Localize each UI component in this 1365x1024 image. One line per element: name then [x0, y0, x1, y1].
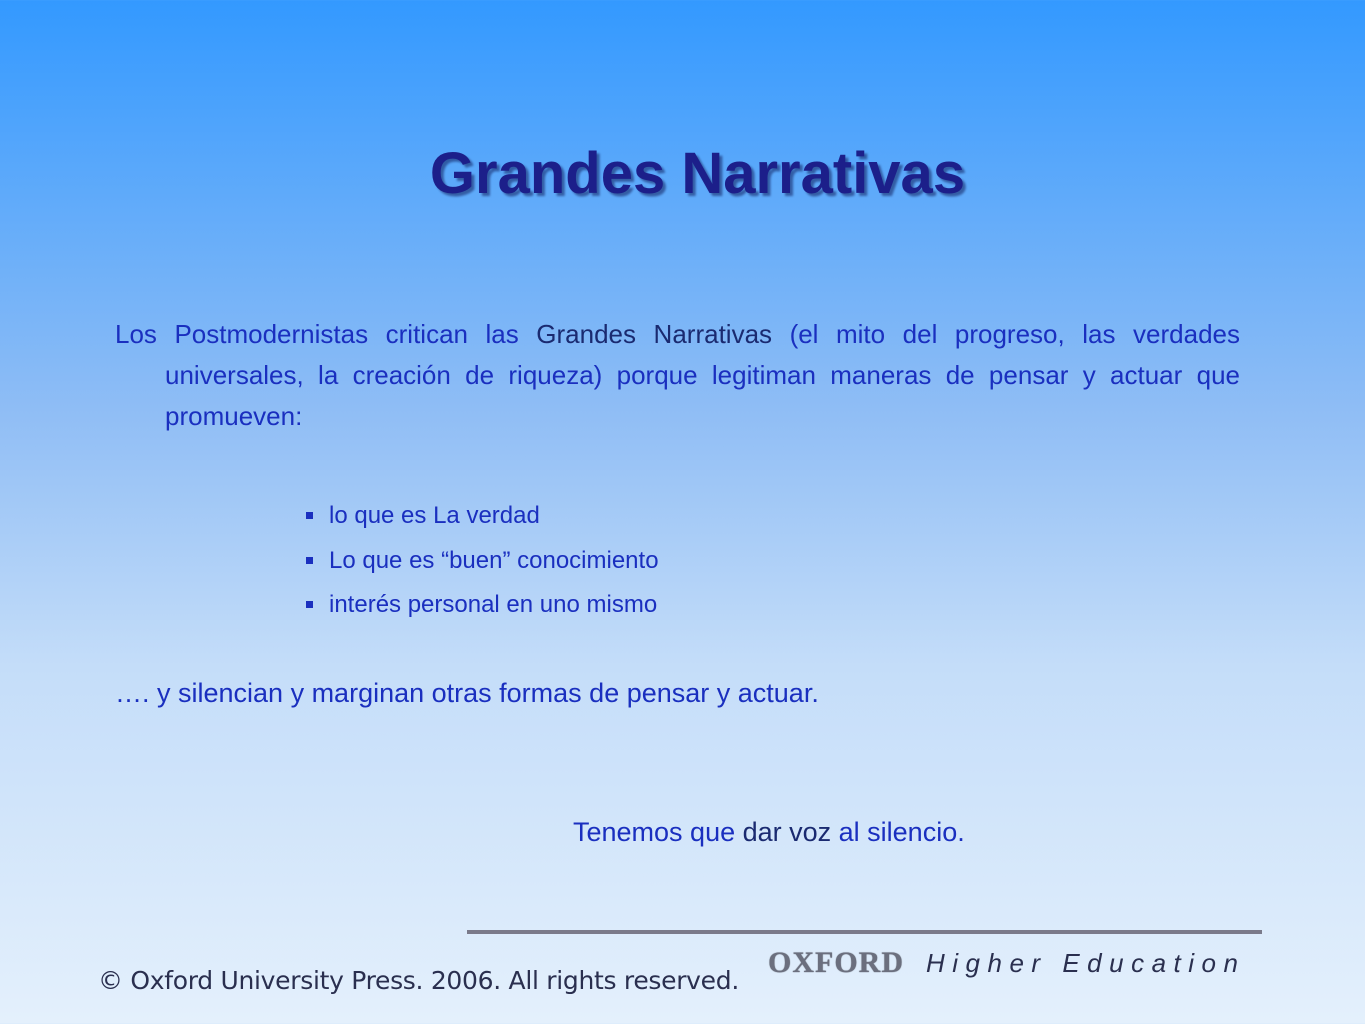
bullet-text: lo que es La verdad: [329, 502, 540, 529]
bullet-text: interés personal en uno mismo: [329, 591, 658, 618]
copyright-notice: © Oxford University Press. 2006. All rights reserved.: [98, 966, 739, 995]
closing-text-start: Tenemos que: [573, 817, 743, 847]
closing-highlight: dar voz: [742, 817, 832, 847]
footer-divider: [467, 930, 1262, 934]
bullet-item: [305, 543, 659, 588]
closing-text-end: al silencio.: [831, 817, 965, 847]
bullet-list: [305, 498, 659, 632]
bullet-text: Lo que es “buen” conocimiento: [329, 546, 659, 574]
brand-name: OXFORD: [768, 946, 904, 979]
square-bullet-icon: [306, 557, 313, 564]
square-bullet-icon: [306, 601, 313, 608]
intro-paragraph: [115, 314, 1240, 437]
bullet-item: [305, 498, 659, 543]
brand-subtitle: Higher Education: [926, 947, 1246, 978]
intro-text-end: (el mito del progreso, las verdades universales, la creación de riqueza) porque legitiman maneras de pensar y actuar que promueven:: [165, 319, 1240, 431]
intro-text-start: Los Postmodernistas critican las: [115, 319, 537, 349]
publisher-logo: [768, 945, 1245, 981]
slide-title: Grandes Narrativas: [429, 141, 966, 206]
intro-highlight: Grandes Narrativas: [536, 319, 773, 349]
outro-text: …. y silencian y marginan otras formas de pensar y actuar.: [115, 678, 819, 708]
square-bullet-icon: [306, 512, 313, 519]
closing-statement: [573, 812, 965, 852]
bullet-item: [305, 587, 659, 632]
